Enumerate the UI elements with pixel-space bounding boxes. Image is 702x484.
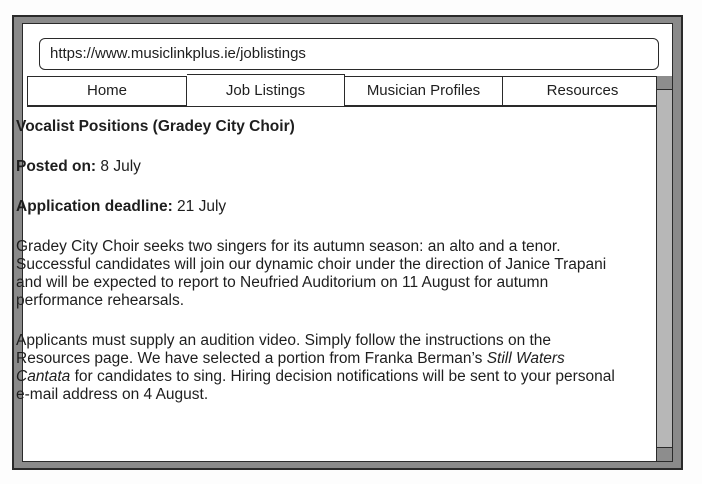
deadline-label: Application deadline:	[16, 198, 173, 215]
instructions-text-before: Applicants must supply an audition video. Simply follow the instructions on the Resources page. We have selected a portion from Franka Berman’s	[16, 332, 552, 367]
deadline-value: 21 July	[172, 198, 227, 215]
job-listing-content	[16, 118, 616, 404]
tab-job-listings[interactable]	[187, 74, 345, 106]
posted-label: Posted on:	[16, 158, 97, 175]
tab-home[interactable]	[27, 76, 187, 106]
scroll-down-button[interactable]	[657, 447, 672, 461]
posted-date	[16, 158, 616, 176]
tab-musician-profiles[interactable]	[345, 76, 503, 106]
audition-piece-title: Still Waters Cantata	[16, 350, 565, 385]
tab-home-label: Home	[86, 82, 127, 99]
tab-musician-profiles-label: Musician Profiles	[366, 82, 481, 99]
tab-resources[interactable]	[503, 76, 663, 106]
site-nav-tabs	[27, 76, 663, 107]
vertical-scrollbar[interactable]	[656, 76, 672, 461]
posted-value: 8 July	[96, 158, 141, 175]
tab-job-listings-label: Job Listings	[225, 82, 306, 99]
instructions-text-after: for candidates to sing. Hiring decision notifications will be sent to your personal e-mail address on 4 August.	[16, 368, 615, 403]
tab-resources-label: Resources	[546, 82, 619, 99]
scroll-up-button[interactable]	[657, 76, 672, 90]
application-deadline	[16, 198, 616, 216]
application-instructions	[16, 332, 616, 404]
address-bar-url: https://www.musiclinkplus.ie/joblistings	[50, 45, 306, 62]
job-title: Vocalist Positions (Gradey City Choir)	[16, 118, 295, 135]
job-description: Gradey City Choir seeks two singers for its autumn season: an alto and a tenor. Successful candidates will join our dynamic choir under the direction of Janice Trapani and will be expected to report to Neufried Auditorium on 11 August for autumn performance rehearsals.	[16, 238, 607, 309]
address-bar[interactable]	[39, 38, 659, 70]
